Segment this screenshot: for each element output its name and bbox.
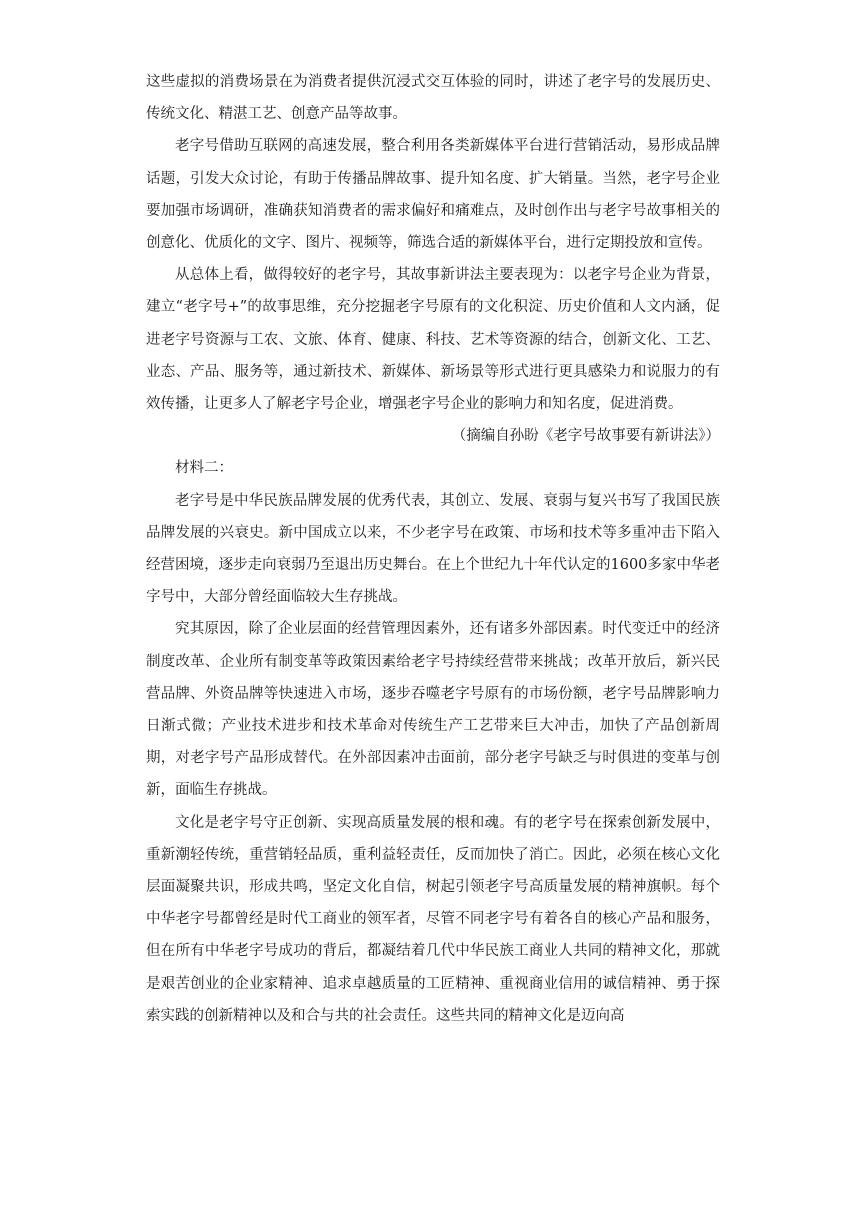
paragraph-new-media: 老字号借助互联网的高速发展，整合利用各类新媒体平台进行营销活动，易形成品牌话题，引发大众讨论，有助于传播品牌故事、提升知名度、扩大销量。当然，老字号企业要加强市场调研，准确获知消费者的需求偏好和痛难点，及时创作出与老字号故事相关的创意化、优质化的文字、图片、视频等，筛选合适的新媒体平台，进行定期投放和宣传。 [146,138,720,252]
paragraph-culture: 文化是老字号守正创新、实现高质量发展的根和魂。有的老字号在探索创新发展中，重新潮轻传统，重营销轻品质，重利益轻责任，反而加快了消亡。因此，必须在核心文化层面凝聚共识，形成共鸣，坚定文化自信，树起引领老字号高质量发展的精神旗帜。每个中华老字号都曾经是时代工商业的领军者，尽管不同老字号有着各自的核心产品和服务，但在所有中华老字号成功的背后，都凝结着几代中华民族工商业人共同的精神文化，那就是艰苦创业的企业家精神、追求卓越质量的工匠精神、重视商业信用的诚信精神、勇于探索实践的创新精神以及和合与共的社会责任。这些共同的精神文化是迈向高 [146,814,720,1024]
paragraph-history: 老字号是中华民族品牌发展的优秀代表，其创立、发展、衰弱与复兴书写了我国民族品牌发展的兴衰史。新中国成立以来，不少老字号在政策、市场和技术等多重冲击下陷入经营困境，逐步走向衰弱乃至退出历史舞台。在上个世纪九十年代认定的1600多家中华老字号中，大部分曾经面临较大生存挑战。 [146,492,720,606]
material-two-heading: 材料二： [175,460,233,477]
paragraph-intro-continuation: 这些虚拟的消费场景在为消费者提供沉浸式交互体验的同时，讲述了老字号的发展历史、传统文化、精湛工艺、创意产品等故事。 [146,74,720,123]
document-body [146,66,720,1032]
paragraph-causes: 究其原因，除了企业层面的经营管理因素外，还有诸多外部因素。时代变迁中的经济制度改革、企业所有制变革等政策因素给老字号持续经营带来挑战；改革开放后，新兴民营品牌、外资品牌等快速进入市场，逐步吞噬老字号原有的市场份额，老字号品牌影响力日渐式微；产业技术进步和技术革命对传统生产工艺带来巨大冲击，加快了产品创新周期，对老字号产品形成替代。在外部因素冲击面前，部分老字号缺乏与时俱进的变革与创新，面临生存挑战。 [146,621,720,799]
paragraph-summary: 从总体上看，做得较好的老字号，其故事新讲法主要表现为：以老字号企业为背景，建立“老字号+”的故事思维，充分挖掘老字号原有的文化积淀、历史价值和人文内涵，促进老字号资源与工农、文旅、体育、健康、科技、艺术等资源的结合，创新文化、工艺、业态、产品、服务等，通过新技术、新媒体、新场景等形式进行更具感染力和说服力的有效传播，让更多人了解老字号企业，增强老字号企业的影响力和知名度，促进消费。 [146,267,720,413]
source-citation: （摘编自孙盼《老字号故事要有新讲法》） [451,428,720,445]
